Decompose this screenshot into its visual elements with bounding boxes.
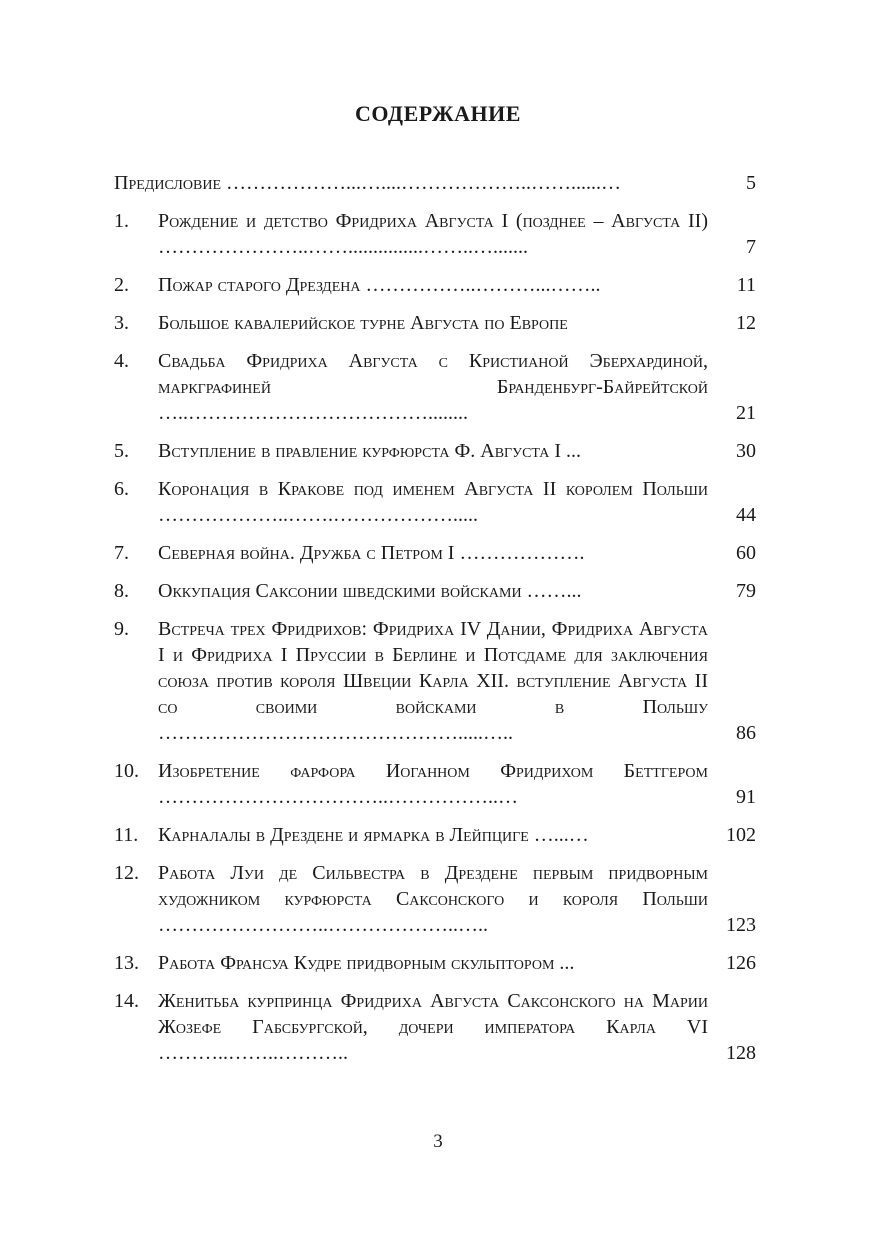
toc-entry [114,208,756,260]
toc-entry-number: 2. [114,274,129,296]
toc-entry-text: Большое кавалерийское турне Августа по Европе [158,312,568,334]
toc-entry-text: Рождение и детство Фридриха Августа I (позднее – Августа II) …………………..……...............……..…....... [158,210,708,258]
toc-entry-number: 1. [114,210,129,232]
toc-entry-text: Вступление в правление курфюрста Ф. Августа I ... [158,440,582,462]
toc-entry [114,616,756,746]
toc-entry-number: 8. [114,580,129,602]
toc-entry-text: Встреча трех Фридрихов: Фридриха IV Дании, Фридриха Августа I и Фридриха I Пруссии в Берлине и Потсдаме для заключения союза против короля Швеции Карла XII. вступление Августа II со своими войсками в Польшу ……………………………………….....….. [158,618,708,744]
toc-entry-text: Женитьба курпринца Фридриха Августа Саксонского на Марии Жозефе Габсбургской, дочери императора Карла VI ………..……..……….. [158,990,708,1064]
toc-entry [114,988,756,1066]
toc-entry-text: Коронация в Кракове под именем Августа II королем Польши ………………..…….………………..... [158,478,708,526]
toc-entry [114,540,756,566]
toc-entry-page: 91 [736,786,756,808]
toc-entry-number: 9. [114,618,129,640]
toc-entry-page: 44 [736,504,756,526]
toc-entry-number: 13. [114,952,139,974]
toc-entry-number: 14. [114,990,139,1012]
toc-entry [114,758,756,810]
toc-entry-page: 126 [726,952,756,974]
toc-entry-number: 11. [114,824,139,846]
page-title: СОДЕРЖАНИЕ [355,101,521,126]
toc-entry-text: Оккупация Саксонии шведскими войсками ……... [158,580,582,602]
toc-entry-page: 30 [736,440,756,462]
toc-entry-number: 3. [114,312,129,334]
toc-entry-text: Пожар старого Дрездена ……………..………...…….. [158,274,601,296]
toc-entry-page: 5 [746,172,756,194]
toc-entry-page: 12 [736,312,756,334]
toc-entry-number: 4. [114,350,129,372]
toc-entry-page: 79 [736,580,756,602]
toc-entry-text: Работа Луи де Сильвестра в Дрездене первым придворным художником курфюрста Саксонского и короля Польши ……………………..………………..….. [158,862,708,936]
toc-entry-number: 12. [114,862,139,884]
toc-entry [114,348,756,426]
toc-entry-page: 11 [736,274,756,296]
toc-entry [114,476,756,528]
toc-entry-text: Работа Франсуа Кудре придворным скульптором ... [158,952,575,974]
toc-entry-page: 7 [746,236,756,258]
toc-entry-text: Северная война. Дружба с Петром I ………………. [158,542,585,564]
toc-entry-page: 102 [726,824,756,846]
toc-entry-page: 60 [736,542,756,564]
table-of-contents [114,170,756,1078]
toc-entry [114,860,756,938]
toc-entry-text: Свадьба Фридриха Августа с Кристианой Эберхардиной, маркграфиней Бранденбург-Байрейтской …..………………………………........ [158,350,708,424]
toc-entry [114,950,756,976]
toc-entry [114,310,756,336]
toc-entry-page: 128 [726,1042,756,1064]
toc-entry-text: Изобретение фарфора Иоганном Фридрихом Беттгером ……………………………..……………..… [158,760,708,808]
toc-entry [114,578,756,604]
page-number: 3 [433,1131,443,1152]
toc-entry-number: 5. [114,440,129,462]
toc-entry-text: Предисловие ………………...…....………………..……......… [114,172,622,194]
toc-entry-preface [114,170,756,196]
toc-entry-page: 86 [736,722,756,744]
toc-entry-text: Карналалы в Дрездене и ярмарка в Лейпциге …...… [158,824,589,846]
toc-entry [114,822,756,848]
toc-entry-number: 6. [114,478,129,500]
toc-entry [114,438,756,464]
toc-entry-page: 123 [726,914,756,936]
toc-entry-number: 7. [114,542,129,564]
toc-entry [114,272,756,298]
toc-entry-number: 10. [114,760,139,782]
toc-entry-page: 21 [736,402,756,424]
